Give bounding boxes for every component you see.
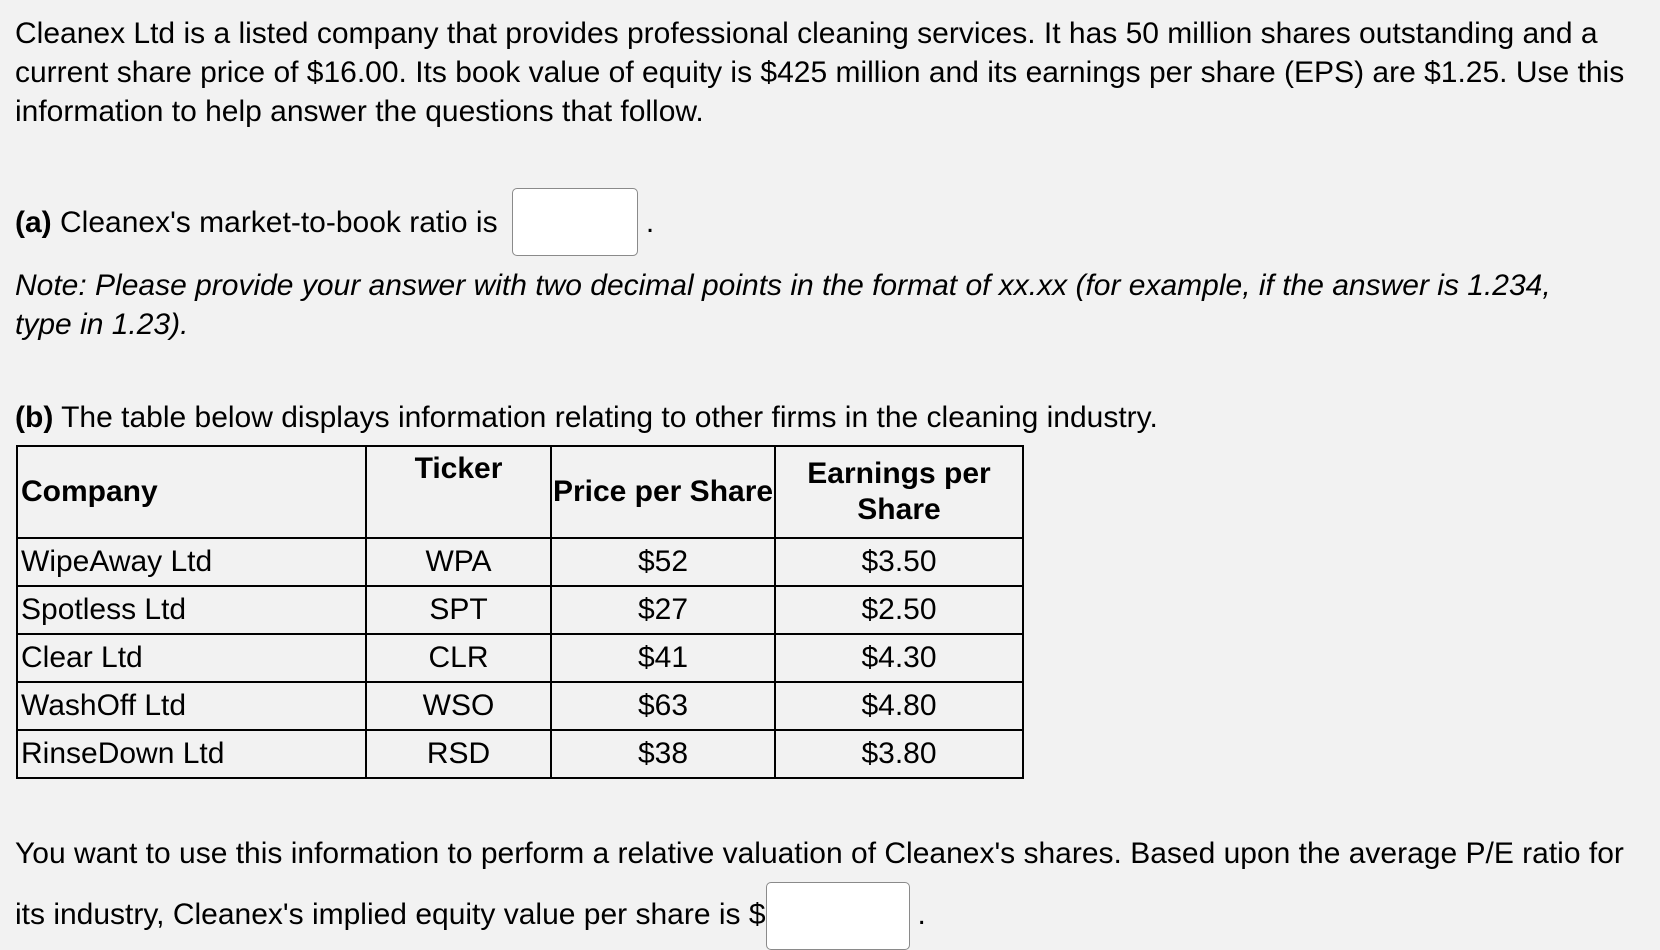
table-row (17, 682, 1023, 730)
cell-price: $41 (551, 634, 775, 682)
cell-eps: $2.50 (775, 586, 1023, 634)
cell-company: RinseDown Ltd (17, 730, 366, 778)
cell-ticker: CLR (366, 634, 551, 682)
table-header-row (17, 446, 1023, 538)
cell-eps: $3.50 (775, 538, 1023, 586)
part-a-note: Note: Please provide your answer with two decimal points in the format of xx.xx (for example, if the answer is 1.234, type in 1.23). (15, 269, 1551, 341)
header-ticker: Ticker (366, 446, 551, 538)
part-a-period: . (645, 205, 655, 239)
table-row (17, 634, 1023, 682)
table-row (17, 586, 1023, 634)
cell-price: $63 (551, 682, 775, 730)
cell-company: WipeAway Ltd (17, 538, 366, 586)
part-b-closing (15, 826, 1635, 950)
part-a-label: (a) (15, 205, 52, 239)
part-b-label: (b) (15, 401, 54, 434)
table-row (17, 730, 1023, 778)
industry-firms-table (16, 445, 1024, 779)
cell-ticker: WSO (366, 682, 551, 730)
header-earnings-per-share: Earnings per Share (775, 446, 1023, 538)
cell-price: $38 (551, 730, 775, 778)
cell-company: Spotless Ltd (17, 586, 366, 634)
part-b-period: . (917, 897, 926, 931)
header-company: Company (17, 446, 366, 538)
cell-eps: $4.30 (775, 634, 1023, 682)
cell-price: $52 (551, 538, 775, 586)
part-b-text: The table below displays information relating to other firms in the cleaning industry. (53, 401, 1158, 434)
cell-company: Clear Ltd (17, 634, 366, 682)
intro-paragraph: Cleanex Ltd is a listed company that provides professional cleaning services. It has 50 million shares outstanding and a current share price of $16.00. Its book value of equity is $425 million and its earnings per share (EPS) are $1.25. Use this information to help answer the questions that follow. (15, 17, 1625, 128)
cell-company: WashOff Ltd (17, 682, 366, 730)
cell-ticker: WPA (366, 538, 551, 586)
closing-text: You want to use this information to perform a relative valuation of Cleanex's shares. Based upon the average P/E ratio for its industry, Cleanex's implied equity value per share is $ (15, 837, 1624, 931)
header-price-per-share: Price per Share (551, 446, 775, 538)
cell-eps: $4.80 (775, 682, 1023, 730)
cell-price: $27 (551, 586, 775, 634)
cell-eps: $3.80 (775, 730, 1023, 778)
part-a-question (15, 187, 1615, 257)
part-a-text: Cleanex's market-to-book ratio is (51, 205, 506, 239)
part-b-question (15, 398, 1158, 437)
implied-value-answer-input[interactable] (766, 882, 910, 950)
cell-ticker: SPT (366, 586, 551, 634)
table-row (17, 538, 1023, 586)
market-to-book-answer-input[interactable] (512, 188, 638, 256)
cell-ticker: RSD (366, 730, 551, 778)
